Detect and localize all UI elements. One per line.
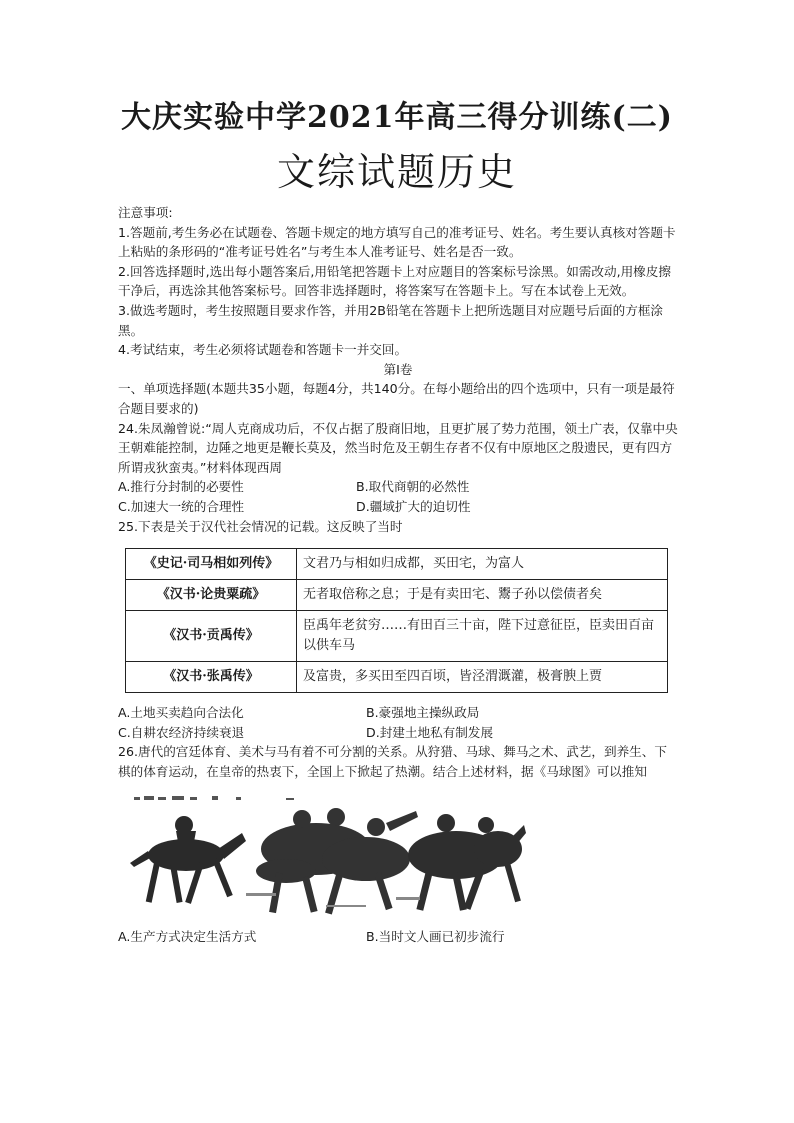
table-row xyxy=(126,662,668,693)
question-25-options-row2 xyxy=(118,723,678,743)
q24-option-c: C.加速大一统的合理性 xyxy=(118,498,245,514)
rider-horse-group-center xyxy=(256,808,418,915)
table-text-cell: 无者取倍称之息；于是有卖田宅、鬻子孙以偿债者矣 xyxy=(297,580,668,611)
note-item-4: 4.考试结束，考生必须将试题卷和答题卡一并交回。 xyxy=(118,342,408,358)
q26-option-b: B.当时文人画已初步流行 xyxy=(366,929,505,945)
polo-painting-image xyxy=(126,793,526,923)
q24-option-d: D.疆域扩大的迫切性 xyxy=(356,498,471,514)
exam-subtitle: 文综试题历史 xyxy=(276,150,517,194)
table-row xyxy=(126,611,668,662)
note-item-1: 1.答题前,考生务必在试题卷、答题卡规定的地方填写自己的准考证号、姓名。考生要认真核对答题卡上粘贴的条形码的“准考证号姓名”与考生本人准考证号、姓名是否一致。 xyxy=(118,224,676,260)
question-25-stem: 25.下表是关于汉代社会情况的记载。这反映了当时 xyxy=(118,518,403,534)
question-24-options-row2 xyxy=(118,497,678,517)
question-26-options-row1 xyxy=(118,927,678,947)
table-source-cell: 《汉书·张禹传》 xyxy=(126,662,297,693)
q26-option-a: A.生产方式决定生活方式 xyxy=(118,929,257,945)
notes-heading: 注意事项: xyxy=(118,205,173,220)
section-label: 第I卷 xyxy=(383,361,413,377)
q25-option-c: C.自耕农经济持续衰退 xyxy=(118,724,245,740)
rider-horse-left xyxy=(130,816,246,904)
painting-inscription xyxy=(134,796,294,800)
exam-body xyxy=(118,203,678,947)
q25-option-b: B.豪强地主操纵政局 xyxy=(366,705,480,721)
question-26-stem: 26.唐代的宫廷体育、美术与马有着不可分割的关系。从狩猎、马球、舞马之术、武艺，到养生、下棋的体育运动，在皇帝的热衷下，全国上下掀起了热潮。结合上述材料，据《马球图》可以推知 xyxy=(118,744,667,779)
question-24-stem: 24.朱凤瀚曾说:“周人克商成功后，不仅占据了殷商旧地，且更扩展了势力范围，领土广表，仅靠中央王朝难能控制，边陲之地更是鞭长莫及，然当时危及王朝生存者不仅有中原地区之殷遗民，更有四方所谓戎狄蛮夷。”材料体现西周 xyxy=(118,420,678,475)
table-source-cell: 《汉书·贡禹传》 xyxy=(126,611,297,662)
table-row xyxy=(126,580,668,611)
q25-option-a: A.土地买卖趋向合法化 xyxy=(118,705,244,721)
q25-option-d: D.封建土地私有制发展 xyxy=(366,724,494,740)
rider-horse-right xyxy=(408,814,526,911)
question-24-options-row1 xyxy=(118,477,678,497)
exam-title: 大庆实验中学2021年高三得分训练(二) xyxy=(121,100,673,135)
table-text-cell: 文君乃与相如归成都，买田宅，为富人 xyxy=(297,549,668,580)
table-text-cell: 及富贵，多买田至四百顷，皆泾渭溉灌，极膏腴上贾 xyxy=(297,662,668,693)
section-instruction: 一、单项选择题(本题共35小题，每题4分，共140分。在每小题给出的四个选项中，只有一项是最符合题目要求的) xyxy=(118,381,675,416)
note-item-3: 3.做选考题时，考生按照题目要求作答，并用2B铅笔在答题卡上把所选题目对应题号后面的方框涂黑。 xyxy=(118,302,664,338)
note-item-2: 2.回答选择题时,选出每小题答案后,用铅笔把答题卡上对应题目的答案标号涂黑。如需改动,用橡皮擦干净后，再选涂其他答案标号。回答非选择题时，将答案写在答题卡上。写在本试卷上无效。 xyxy=(118,263,671,299)
han-records-table xyxy=(125,548,668,693)
q24-option-b: B.取代商朝的必然性 xyxy=(356,479,470,495)
table-text-cell: 臣禹年老贫穷……有田百三十亩，陛下过意征臣，臣卖田百亩以供车马 xyxy=(297,611,668,662)
table-row xyxy=(126,549,668,580)
q24-option-a: A.推行分封制的必要性 xyxy=(118,479,244,495)
question-25-options-row1 xyxy=(118,703,678,723)
table-source-cell: 《史记·司马相如列传》 xyxy=(126,549,297,580)
table-source-cell: 《汉书·论贵粟疏》 xyxy=(126,580,297,611)
